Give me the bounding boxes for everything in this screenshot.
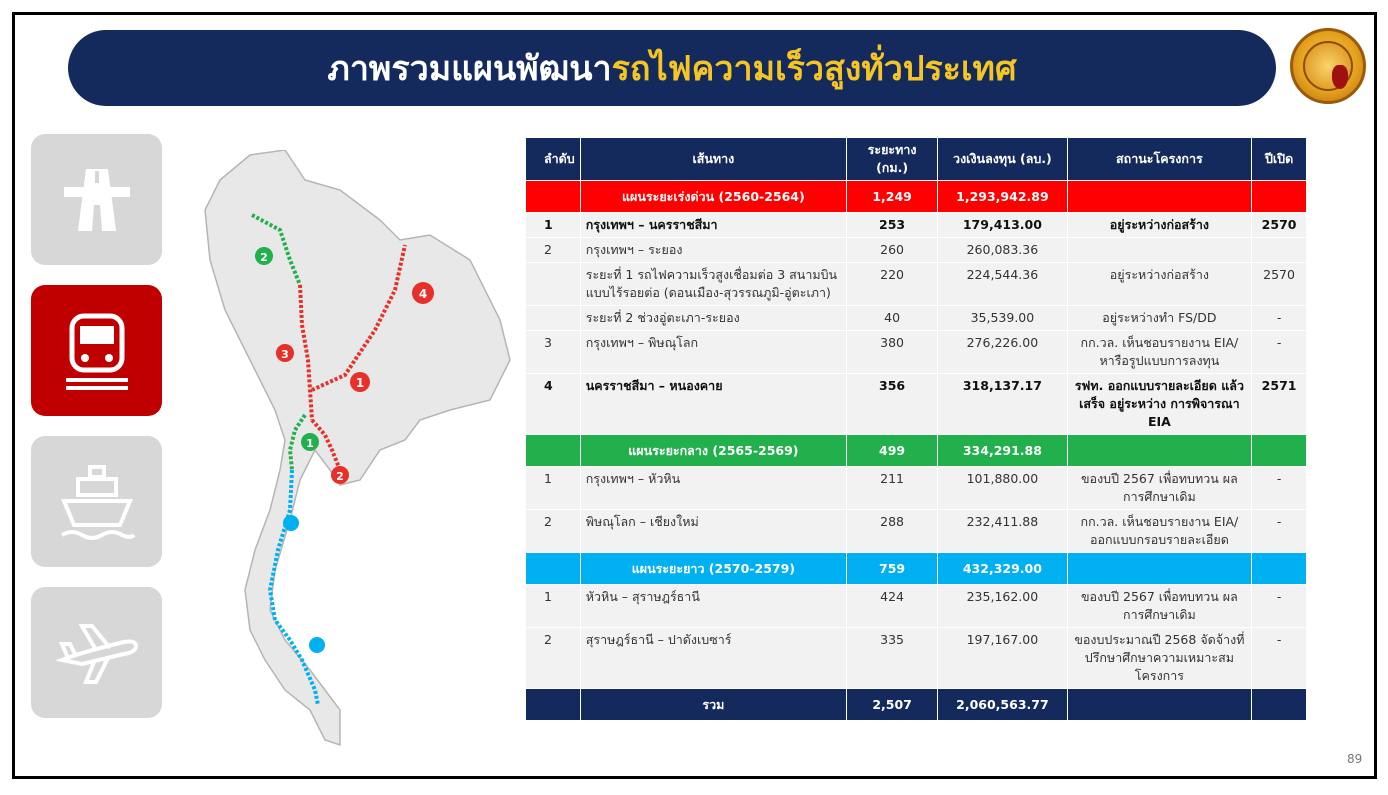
total-label: รวม xyxy=(580,689,846,721)
col-header-status: สถานะโครงการ xyxy=(1067,138,1252,181)
cell-status: อยู่ระหว่างก่อสร้าง xyxy=(1067,213,1252,238)
cell-status: รฟท. ออกแบบรายละเอียด แล้วเสร็จ อยู่ระหว่าง การพิจารณา EIA xyxy=(1067,374,1252,435)
cell-investment: 101,880.00 xyxy=(938,467,1067,510)
table-row xyxy=(526,510,1307,553)
total-distance: 2,507 xyxy=(847,689,938,721)
cell-num: 3 xyxy=(526,331,581,374)
table-row xyxy=(526,374,1307,435)
cell-status: ของบประมาณปี 2568 จัดจ้างที่ ปรึกษาศึกษาความเหมาะสม โครงการ xyxy=(1067,628,1252,689)
section-label: แผนระยะกลาง (2565-2569) xyxy=(580,435,846,467)
table-row xyxy=(526,213,1307,238)
col-header-distance: ระยะทาง (กม.) xyxy=(847,138,938,181)
table-row xyxy=(526,331,1307,374)
map-marker-label: 1 xyxy=(306,437,314,450)
cell-year: - xyxy=(1252,628,1307,689)
cell-distance: 288 xyxy=(847,510,938,553)
cell-distance: 424 xyxy=(847,585,938,628)
cell-num: 1 xyxy=(526,585,581,628)
mode-tile-train[interactable] xyxy=(31,285,162,416)
cell-year: 2570 xyxy=(1252,213,1307,238)
section-label: แผนระยะเร่งด่วน (2560-2564) xyxy=(580,181,846,213)
cell-route: ระยะที่ 2 ช่วงอู่ตะเภา-ระยอง xyxy=(580,306,846,331)
cell-investment: 318,137.17 xyxy=(938,374,1067,435)
cell-route: หัวหิน – สุราษฎร์ธานี xyxy=(580,585,846,628)
map-marker-label: 1 xyxy=(355,376,365,390)
cell-year: 2571 xyxy=(1252,374,1307,435)
cell-num xyxy=(526,263,581,306)
table-row xyxy=(526,263,1307,306)
thailand-landmass xyxy=(205,150,510,745)
map-marker-label: 2 xyxy=(336,470,344,483)
train-icon xyxy=(52,306,142,396)
cell-route: กรุงเทพฯ – ระยอง xyxy=(580,238,846,263)
cell-investment: 276,226.00 xyxy=(938,331,1067,374)
col-header-num: ลำดับ xyxy=(526,138,581,181)
cell-num: 1 xyxy=(526,213,581,238)
cell-num: 2 xyxy=(526,628,581,689)
cell-distance: 356 xyxy=(847,374,938,435)
cell-investment: 232,411.88 xyxy=(938,510,1067,553)
cell-year xyxy=(1252,238,1307,263)
section-investment: 432,329.00 xyxy=(938,553,1067,585)
section-distance: 759 xyxy=(847,553,938,585)
cell-investment: 179,413.00 xyxy=(938,213,1067,238)
cell-num: 1 xyxy=(526,467,581,510)
cell-status: กก.วล. เห็นชอบรายงาน EIA/ หารือรูปแบบการลงทุน xyxy=(1067,331,1252,374)
cell-distance: 380 xyxy=(847,331,938,374)
cell-investment: 235,162.00 xyxy=(938,585,1067,628)
map-marker-label: 4 xyxy=(418,287,428,301)
cell-distance: 211 xyxy=(847,467,938,510)
cell-num: 2 xyxy=(526,238,581,263)
col-header-investment: วงเงินลงทุน (ลบ.) xyxy=(938,138,1067,181)
title-part-2: รถไฟความเร็วสูงทั่วประเทศ xyxy=(611,49,1017,89)
total-row xyxy=(526,689,1307,721)
table-row xyxy=(526,628,1307,689)
title-part-1: ภาพรวมแผนพัฒนา xyxy=(327,49,612,89)
cell-distance: 253 xyxy=(847,213,938,238)
cell-status: อยู่ระหว่างทำ FS/DD xyxy=(1067,306,1252,331)
map-marker-label: 2 xyxy=(260,251,268,264)
section-row-middle xyxy=(526,435,1307,467)
table-row xyxy=(526,238,1307,263)
cell-year: - xyxy=(1252,467,1307,510)
cell-distance: 40 xyxy=(847,306,938,331)
cell-status: ของบปี 2567 เพื่อทบทวน ผลการศึกษาเดิม xyxy=(1067,467,1252,510)
airplane-icon xyxy=(52,608,142,698)
cell-num: 4 xyxy=(526,374,581,435)
cell-route: สุราษฎร์ธานี – ปาดังเบซาร์ xyxy=(580,628,846,689)
cell-route: กรุงเทพฯ – นครราชสีมา xyxy=(580,213,846,238)
table-row xyxy=(526,585,1307,628)
cell-distance: 335 xyxy=(847,628,938,689)
section-row-long xyxy=(526,553,1307,585)
highway-icon xyxy=(52,155,142,245)
thailand-rail-map xyxy=(190,150,520,750)
cell-year: - xyxy=(1252,306,1307,331)
cell-route: ระยะที่ 1 รถไฟความเร็วสูงเชื่อมต่อ 3 สนามบิน แบบไร้รอยต่อ (ดอนเมือง-สุวรรณภูมิ-อู่ตะเภา) xyxy=(580,263,846,306)
cell-year: 2570 xyxy=(1252,263,1307,306)
cell-num: 2 xyxy=(526,510,581,553)
table-row xyxy=(526,306,1307,331)
mode-tile-airplane[interactable] xyxy=(31,587,162,718)
section-investment: 1,293,942.89 xyxy=(938,181,1067,213)
cell-route: กรุงเทพฯ – หัวหิน xyxy=(580,467,846,510)
page-number: 89 xyxy=(1347,752,1363,766)
cell-status xyxy=(1067,238,1252,263)
cell-investment: 224,544.36 xyxy=(938,263,1067,306)
ministry-seal-logo xyxy=(1290,28,1366,104)
cell-investment: 35,539.00 xyxy=(938,306,1067,331)
col-header-year: ปีเปิด xyxy=(1252,138,1307,181)
total-investment: 2,060,563.77 xyxy=(938,689,1067,721)
col-header-route: เส้นทาง xyxy=(580,138,846,181)
section-row-urgent xyxy=(526,181,1307,213)
cell-year: - xyxy=(1252,331,1307,374)
section-label: แผนระยะยาว (2570-2579) xyxy=(580,553,846,585)
mode-tile-ship[interactable] xyxy=(31,436,162,567)
map-marker-label: 3 xyxy=(281,348,289,361)
cell-num xyxy=(526,306,581,331)
ship-icon xyxy=(52,457,142,547)
cell-distance: 220 xyxy=(847,263,938,306)
cell-year: - xyxy=(1252,510,1307,553)
cell-route: นครราชสีมา – หนองคาย xyxy=(580,374,846,435)
cell-distance: 260 xyxy=(847,238,938,263)
cell-route: พิษณุโลก – เชียงใหม่ xyxy=(580,510,846,553)
section-distance: 1,249 xyxy=(847,181,938,213)
cell-status: อยู่ระหว่างก่อสร้าง xyxy=(1067,263,1252,306)
cell-investment: 197,167.00 xyxy=(938,628,1067,689)
cell-investment: 260,083.36 xyxy=(938,238,1067,263)
table-row xyxy=(526,467,1307,510)
section-investment: 334,291.88 xyxy=(938,435,1067,467)
section-distance: 499 xyxy=(847,435,938,467)
cell-year: - xyxy=(1252,585,1307,628)
cell-status: กก.วล. เห็นชอบรายงาน EIA/ ออกแบบกรอบรายละเอียด xyxy=(1067,510,1252,553)
hsr-plan-table xyxy=(525,137,1307,721)
cell-route: กรุงเทพฯ – พิษณุโลก xyxy=(580,331,846,374)
cell-status: ของบปี 2567 เพื่อทบทวน ผลการศึกษาเดิม xyxy=(1067,585,1252,628)
slide-title xyxy=(68,30,1276,106)
mode-tile-highway[interactable] xyxy=(31,134,162,265)
